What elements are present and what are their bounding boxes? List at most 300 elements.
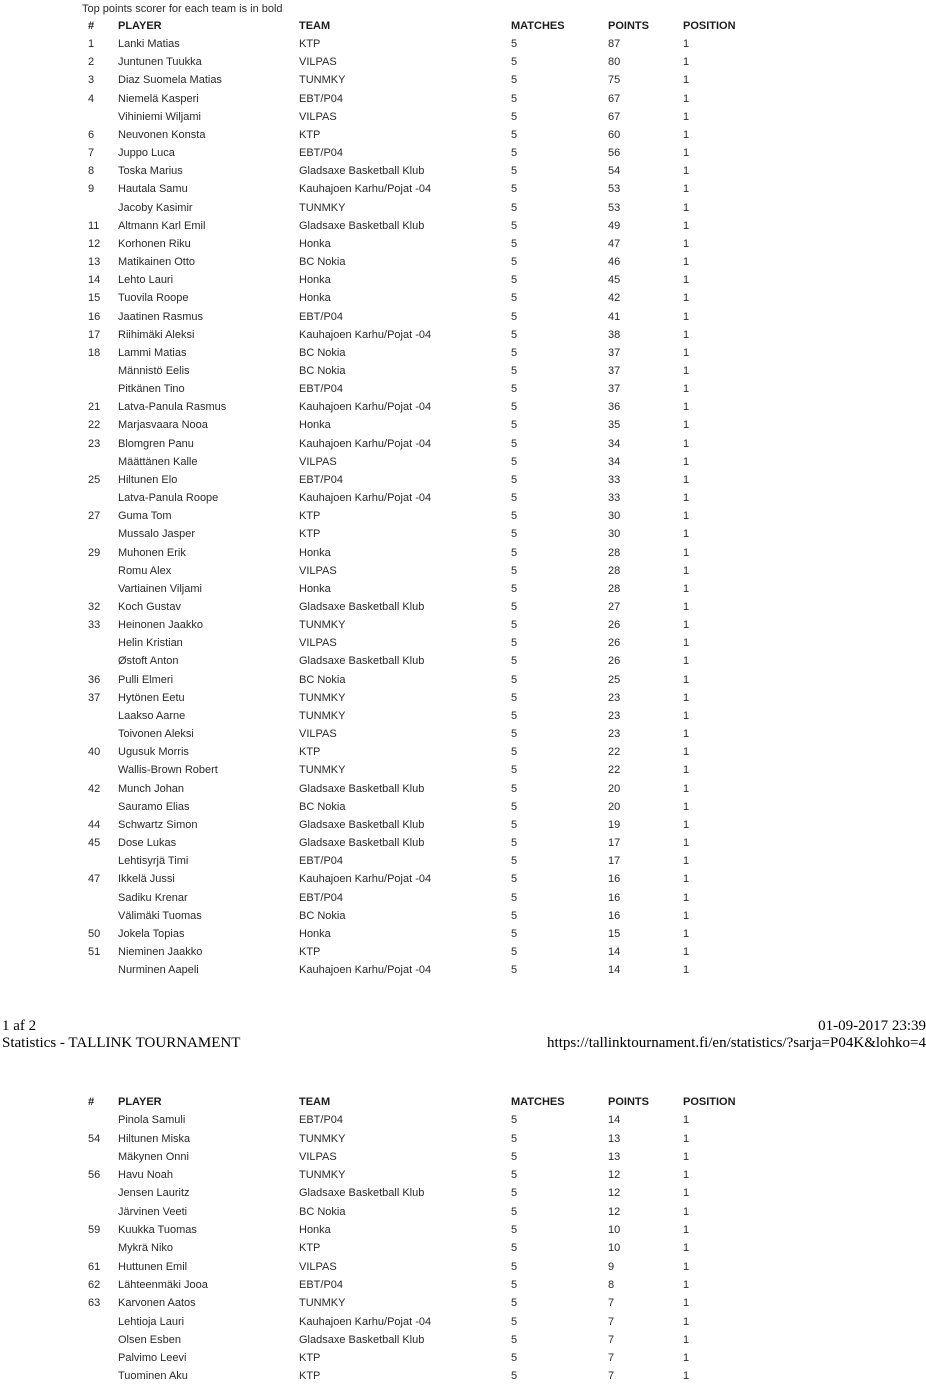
- matches-cell: 5: [511, 691, 518, 704]
- player-cell: Mykrä Niko: [118, 1242, 174, 1255]
- team-cell: Gladsaxe Basketball Klub: [299, 818, 425, 831]
- points-cell: 38: [608, 328, 621, 341]
- matches-cell: 5: [511, 1169, 518, 1182]
- position-cell: 1: [683, 582, 690, 595]
- team-cell: TUNMKY: [299, 1132, 346, 1145]
- matches-cell: 5: [511, 582, 518, 595]
- matches-cell: 5: [511, 891, 518, 904]
- player-cell: Latva-Panula Rasmus: [118, 401, 227, 414]
- team-cell: Gladsaxe Basketball Klub: [299, 165, 425, 178]
- table-row: [0, 944, 926, 962]
- table-row: [0, 200, 926, 218]
- rank-cell: 27: [88, 510, 101, 523]
- player-cell: Karvonen Aatos: [118, 1297, 196, 1310]
- matches-cell: 5: [511, 510, 518, 523]
- position-cell: 1: [683, 673, 690, 686]
- points-cell: 67: [608, 92, 621, 105]
- page-indicator: 1 af 2: [2, 1018, 37, 1034]
- rank-cell: 1: [88, 38, 95, 51]
- matches-cell: 5: [511, 437, 518, 450]
- player-cell: Määttänen Kalle: [118, 455, 198, 468]
- column-header-player: PLAYER: [118, 1096, 162, 1108]
- team-cell: KTP: [299, 510, 321, 523]
- team-cell: Kauhajoen Karhu/Pojat -04: [299, 183, 432, 196]
- player-cell: Riihimäki Aleksi: [118, 328, 195, 341]
- print-timestamp: 01-09-2017 23:39: [818, 1018, 926, 1034]
- position-cell: 1: [683, 891, 690, 904]
- position-cell: 1: [683, 74, 690, 87]
- table-row: [0, 399, 926, 417]
- table-row: [0, 1277, 926, 1295]
- points-cell: 16: [608, 891, 621, 904]
- points-cell: 22: [608, 764, 621, 777]
- table-row: [0, 908, 926, 926]
- position-cell: 1: [683, 56, 690, 69]
- rank-cell: 36: [88, 673, 101, 686]
- points-cell: 56: [608, 147, 621, 160]
- rank-cell: 29: [88, 546, 101, 559]
- team-cell: Gladsaxe Basketball Klub: [299, 219, 425, 232]
- position-cell: 1: [683, 601, 690, 613]
- table-row: [0, 690, 926, 708]
- player-cell: Sauramo Elias: [118, 800, 190, 813]
- table-row: [0, 163, 926, 181]
- table-row: [0, 309, 926, 327]
- position-cell: 1: [683, 473, 690, 486]
- position-cell: 1: [683, 837, 690, 850]
- points-cell: 30: [608, 510, 621, 523]
- points-cell: 10: [608, 1242, 621, 1255]
- points-cell: 75: [608, 74, 621, 87]
- table-row: [0, 345, 926, 363]
- team-cell: KTP: [299, 945, 321, 958]
- points-cell: 26: [608, 619, 621, 632]
- points-cell: 60: [608, 128, 621, 141]
- player-cell: Jacoby Kasimir: [118, 201, 193, 214]
- player-cell: Järvinen Veeti: [118, 1205, 188, 1218]
- position-cell: 1: [683, 927, 690, 940]
- position-cell: 1: [683, 564, 690, 577]
- points-cell: 28: [608, 564, 621, 577]
- table-row: [0, 726, 926, 744]
- table-row: [0, 672, 926, 690]
- team-cell: Kauhajoen Karhu/Pojat -04: [299, 328, 432, 341]
- points-cell: 42: [608, 292, 621, 305]
- position-cell: 1: [683, 691, 690, 704]
- rank-cell: 25: [88, 473, 101, 486]
- matches-cell: 5: [511, 1352, 518, 1365]
- team-cell: BC Nokia: [299, 364, 346, 377]
- player-cell: Mäkynen Onni: [118, 1150, 189, 1163]
- team-cell: Kauhajoen Karhu/Pojat -04: [299, 401, 432, 414]
- rank-cell: 4: [88, 92, 95, 105]
- matches-cell: 5: [511, 837, 518, 850]
- player-cell: Hiltunen Elo: [118, 473, 178, 486]
- team-cell: VILPAS: [299, 728, 337, 741]
- points-cell: 26: [608, 655, 621, 668]
- table-row: [0, 1368, 926, 1386]
- matches-cell: 5: [511, 219, 518, 232]
- player-cell: Helin Kristian: [118, 637, 183, 650]
- player-cell: Blomgren Panu: [118, 437, 194, 450]
- player-cell: Palvimo Leevi: [118, 1352, 187, 1365]
- matches-cell: 5: [511, 1150, 518, 1163]
- player-cell: Havu Noah: [118, 1169, 174, 1182]
- team-cell: Honka: [299, 274, 331, 287]
- points-cell: 13: [608, 1132, 621, 1145]
- position-cell: 1: [683, 510, 690, 523]
- position-cell: 1: [683, 401, 690, 414]
- player-cell: Vihiniemi Wiljami: [118, 110, 201, 123]
- matches-cell: 5: [511, 528, 518, 541]
- position-cell: 1: [683, 909, 690, 922]
- table-row: [0, 563, 926, 581]
- player-cell: Männistö Eelis: [118, 364, 190, 377]
- player-cell: Toivonen Aleksi: [118, 728, 194, 741]
- position-cell: 1: [683, 619, 690, 632]
- table-row: [0, 1131, 926, 1149]
- points-cell: 53: [608, 201, 621, 214]
- points-cell: 28: [608, 582, 621, 595]
- matches-cell: 5: [511, 655, 518, 668]
- matches-cell: 5: [511, 1278, 518, 1291]
- table-header-row: [0, 1094, 926, 1112]
- player-cell: Olsen Esben: [118, 1333, 181, 1346]
- rank-cell: 32: [88, 601, 101, 613]
- position-cell: 1: [683, 728, 690, 741]
- player-cell: Lehto Lauri: [118, 274, 174, 287]
- rank-cell: 7: [88, 147, 95, 160]
- matches-cell: 5: [511, 927, 518, 940]
- position-cell: 1: [683, 256, 690, 269]
- matches-cell: 5: [511, 1260, 518, 1273]
- matches-cell: 5: [511, 256, 518, 269]
- player-cell: Dose Lukas: [118, 837, 177, 850]
- player-cell: Hautala Samu: [118, 183, 188, 196]
- team-cell: TUNMKY: [299, 764, 346, 777]
- rank-cell: 45: [88, 837, 101, 850]
- player-cell: Romu Alex: [118, 564, 172, 577]
- points-cell: 16: [608, 873, 621, 886]
- table-row: [0, 1295, 926, 1313]
- rank-cell: 6: [88, 128, 95, 141]
- team-cell: Gladsaxe Basketball Klub: [299, 601, 425, 613]
- player-cell: Pitkänen Tino: [118, 383, 185, 396]
- matches-cell: 5: [511, 1224, 518, 1237]
- document-title: Statistics - TALLINK TOURNAMENT: [2, 1035, 241, 1051]
- position-cell: 1: [683, 655, 690, 668]
- team-cell: KTP: [299, 1242, 321, 1255]
- player-cell: Munch Johan: [118, 782, 185, 795]
- print-footer-left: [2, 1018, 240, 1052]
- table-row: [0, 1112, 926, 1130]
- table-row: [0, 181, 926, 199]
- player-cell: Tuovila Roope: [118, 292, 189, 305]
- rank-cell: 23: [88, 437, 101, 450]
- rank-cell: 40: [88, 746, 101, 759]
- points-cell: 30: [608, 528, 621, 541]
- position-cell: 1: [683, 528, 690, 541]
- rank-cell: 13: [88, 256, 101, 269]
- player-cell: Pulli Elmeri: [118, 673, 174, 686]
- rank-cell: 22: [88, 419, 101, 432]
- points-cell: 37: [608, 346, 621, 359]
- points-cell: 10: [608, 1224, 621, 1237]
- matches-cell: 5: [511, 455, 518, 468]
- rank-cell: 2: [88, 56, 95, 69]
- points-cell: 87: [608, 38, 621, 51]
- team-cell: EBT/P04: [299, 310, 344, 323]
- player-cell: Pinola Samuli: [118, 1114, 186, 1127]
- table-row: [0, 290, 926, 308]
- rank-cell: 63: [88, 1297, 101, 1310]
- team-cell: Kauhajoen Karhu/Pojat -04: [299, 437, 432, 450]
- rank-cell: 62: [88, 1278, 101, 1291]
- points-cell: 8: [608, 1278, 615, 1291]
- matches-cell: 5: [511, 1132, 518, 1145]
- team-cell: Gladsaxe Basketball Klub: [299, 1333, 425, 1346]
- team-cell: BC Nokia: [299, 1205, 346, 1218]
- table-row: [0, 145, 926, 163]
- table-row: [0, 1350, 926, 1368]
- position-cell: 1: [683, 873, 690, 886]
- team-cell: KTP: [299, 1352, 321, 1365]
- player-cell: Guma Tom: [118, 510, 172, 523]
- points-cell: 49: [608, 219, 621, 232]
- points-cell: 12: [608, 1169, 621, 1182]
- matches-cell: 5: [511, 183, 518, 196]
- position-cell: 1: [683, 128, 690, 141]
- player-cell: Marjasvaara Nooa: [118, 419, 208, 432]
- player-cell: Juntunen Tuukka: [118, 56, 202, 69]
- team-cell: VILPAS: [299, 110, 337, 123]
- team-cell: Honka: [299, 546, 331, 559]
- points-table-page2: [0, 1094, 926, 1387]
- points-cell: 26: [608, 637, 621, 650]
- table-row: [0, 381, 926, 399]
- matches-cell: 5: [511, 818, 518, 831]
- points-cell: 28: [608, 546, 621, 559]
- table-row: [0, 1149, 926, 1167]
- rank-cell: 12: [88, 237, 101, 250]
- points-cell: 35: [608, 419, 621, 432]
- matches-cell: 5: [511, 564, 518, 577]
- rank-cell: 42: [88, 782, 101, 795]
- matches-cell: 5: [511, 364, 518, 377]
- team-cell: TUNMKY: [299, 1169, 346, 1182]
- points-cell: 34: [608, 455, 621, 468]
- position-cell: 1: [683, 746, 690, 759]
- player-cell: Lähteenmäki Jooa: [118, 1278, 208, 1291]
- team-cell: EBT/P04: [299, 147, 344, 160]
- position-cell: 1: [683, 147, 690, 160]
- position-cell: 1: [683, 800, 690, 813]
- player-cell: Kuukka Tuomas: [118, 1224, 197, 1237]
- matches-cell: 5: [511, 1370, 518, 1383]
- matches-cell: 5: [511, 728, 518, 741]
- rank-cell: 8: [88, 165, 95, 178]
- position-cell: 1: [683, 964, 690, 977]
- matches-cell: 5: [511, 601, 518, 613]
- points-cell: 7: [608, 1370, 615, 1383]
- team-cell: BC Nokia: [299, 346, 346, 359]
- matches-cell: 5: [511, 1205, 518, 1218]
- points-cell: 25: [608, 673, 621, 686]
- table-row: [0, 744, 926, 762]
- team-cell: EBT/P04: [299, 383, 344, 396]
- rank-cell: 3: [88, 74, 95, 87]
- table-row: [0, 617, 926, 635]
- matches-cell: 5: [511, 1242, 518, 1255]
- position-cell: 1: [683, 1169, 690, 1182]
- table-row: [0, 871, 926, 889]
- table-row: [0, 417, 926, 435]
- matches-cell: 5: [511, 292, 518, 305]
- team-cell: TUNMKY: [299, 691, 346, 704]
- table-row: [0, 436, 926, 454]
- rank-cell: 9: [88, 183, 95, 196]
- matches-cell: 5: [511, 473, 518, 486]
- player-cell: Vartiainen Viljami: [118, 582, 202, 595]
- matches-cell: 5: [511, 673, 518, 686]
- team-cell: VILPAS: [299, 455, 337, 468]
- table-row: [0, 363, 926, 381]
- team-cell: VILPAS: [299, 637, 337, 650]
- position-cell: 1: [683, 110, 690, 123]
- team-cell: Kauhajoen Karhu/Pojat -04: [299, 873, 432, 886]
- position-cell: 1: [683, 546, 690, 559]
- points-cell: 13: [608, 1150, 621, 1163]
- matches-cell: 5: [511, 909, 518, 922]
- table-row: [0, 1167, 926, 1185]
- matches-cell: 5: [511, 1297, 518, 1310]
- position-cell: 1: [683, 1370, 690, 1383]
- column-header-points: POINTS: [608, 1096, 649, 1108]
- points-cell: 12: [608, 1205, 621, 1218]
- table-row: [0, 91, 926, 109]
- table-row: [0, 1204, 926, 1222]
- player-cell: Lehtioja Lauri: [118, 1315, 185, 1328]
- points-cell: 17: [608, 837, 621, 850]
- column-header-matches: MATCHES: [511, 1096, 565, 1108]
- source-url: https://tallinktournament.fi/en/statistics/?sarja=P04K&lohko=4: [547, 1035, 926, 1051]
- matches-cell: 5: [511, 237, 518, 250]
- player-cell: Juppo Luca: [118, 147, 175, 160]
- matches-cell: 5: [511, 637, 518, 650]
- matches-cell: 5: [511, 1187, 518, 1200]
- player-cell: Matikainen Otto: [118, 256, 196, 269]
- team-cell: TUNMKY: [299, 709, 346, 722]
- points-cell: 36: [608, 401, 621, 414]
- points-cell: 20: [608, 800, 621, 813]
- points-cell: 9: [608, 1260, 615, 1273]
- points-cell: 7: [608, 1315, 615, 1328]
- rank-cell: 59: [88, 1224, 101, 1237]
- team-cell: BC Nokia: [299, 800, 346, 813]
- team-cell: KTP: [299, 1370, 321, 1383]
- matches-cell: 5: [511, 619, 518, 632]
- matches-cell: 5: [511, 546, 518, 559]
- position-cell: 1: [683, 1315, 690, 1328]
- table-row: [0, 853, 926, 871]
- matches-cell: 5: [511, 746, 518, 759]
- matches-cell: 5: [511, 492, 518, 505]
- matches-cell: 5: [511, 855, 518, 868]
- player-cell: Hiltunen Miska: [118, 1132, 191, 1145]
- matches-cell: 5: [511, 38, 518, 51]
- player-cell: Heinonen Jaakko: [118, 619, 204, 632]
- team-cell: TUNMKY: [299, 1297, 346, 1310]
- team-cell: Honka: [299, 292, 331, 305]
- points-cell: 14: [608, 1114, 621, 1127]
- player-cell: Diaz Suomela Matias: [118, 74, 222, 87]
- points-cell: 22: [608, 746, 621, 759]
- player-cell: Sadiku Krenar: [118, 891, 188, 904]
- table-row: [0, 817, 926, 835]
- points-cell: 41: [608, 310, 621, 323]
- points-cell: 17: [608, 855, 621, 868]
- team-cell: Gladsaxe Basketball Klub: [299, 655, 425, 668]
- rank-cell: 21: [88, 401, 101, 414]
- table-row: [0, 635, 926, 653]
- table-row: [0, 490, 926, 508]
- table-row: [0, 54, 926, 72]
- position-cell: 1: [683, 92, 690, 105]
- table-row: [0, 708, 926, 726]
- points-cell: 46: [608, 256, 621, 269]
- player-cell: Neuvonen Konsta: [118, 128, 206, 141]
- points-cell: 7: [608, 1297, 615, 1310]
- table-row: [0, 508, 926, 526]
- team-cell: Kauhajoen Karhu/Pojat -04: [299, 964, 432, 977]
- position-cell: 1: [683, 637, 690, 650]
- table-row: [0, 272, 926, 290]
- position-cell: 1: [683, 292, 690, 305]
- table-row: [0, 127, 926, 145]
- player-cell: Laakso Aarne: [118, 709, 186, 722]
- team-cell: VILPAS: [299, 56, 337, 69]
- table-row: [0, 72, 926, 90]
- position-cell: 1: [683, 1132, 690, 1145]
- position-cell: 1: [683, 419, 690, 432]
- team-cell: Honka: [299, 582, 331, 595]
- points-cell: 14: [608, 945, 621, 958]
- rank-cell: 56: [88, 1169, 101, 1182]
- player-cell: Korhonen Riku: [118, 237, 191, 250]
- position-cell: 1: [683, 219, 690, 232]
- table-row: [0, 254, 926, 272]
- team-cell: VILPAS: [299, 1150, 337, 1163]
- points-cell: 19: [608, 818, 621, 831]
- team-cell: Honka: [299, 927, 331, 940]
- position-cell: 1: [683, 364, 690, 377]
- column-header-rank: #: [88, 1096, 95, 1108]
- team-cell: Gladsaxe Basketball Klub: [299, 837, 425, 850]
- position-cell: 1: [683, 1224, 690, 1237]
- matches-cell: 5: [511, 201, 518, 214]
- position-cell: 1: [683, 274, 690, 287]
- position-cell: 1: [683, 855, 690, 868]
- team-cell: EBT/P04: [299, 473, 344, 486]
- matches-cell: 5: [511, 1114, 518, 1127]
- position-cell: 1: [683, 346, 690, 359]
- table-row: [0, 1314, 926, 1332]
- player-cell: Lehtisyrjä Timi: [118, 855, 189, 868]
- player-cell: Jensen Lauritz: [118, 1187, 190, 1200]
- table-row: [0, 526, 926, 544]
- player-cell: Ikkelä Jussi: [118, 873, 175, 886]
- matches-cell: 5: [511, 782, 518, 795]
